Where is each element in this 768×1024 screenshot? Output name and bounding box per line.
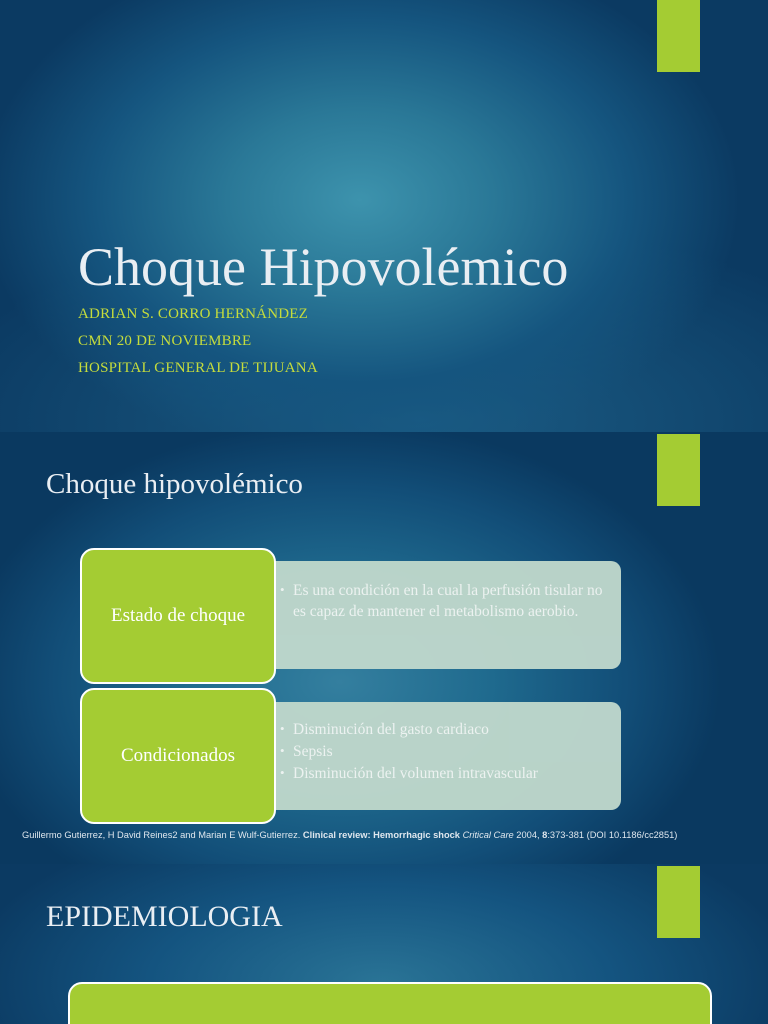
citation-journal: Critical Care bbox=[462, 830, 514, 840]
slide-definition[interactable] bbox=[0, 432, 768, 864]
slide-heading: Choque hipovolémico bbox=[46, 468, 303, 500]
accent-bar bbox=[657, 0, 700, 72]
list-item: • Sepsis bbox=[280, 741, 607, 763]
citation-article: Clinical review: Hemorrhagic shock bbox=[302, 830, 463, 840]
definition-bullet-list bbox=[280, 580, 607, 622]
accent-bar bbox=[657, 434, 700, 506]
conditions-text-box bbox=[243, 702, 621, 810]
content-panel bbox=[68, 982, 712, 1024]
definition-text-box bbox=[243, 561, 621, 669]
slide-title-heading: Choque Hipovolémico bbox=[78, 237, 569, 297]
citation bbox=[22, 830, 762, 840]
citation-authors: Guillermo Gutierrez, H David Reines2 and Marian E Wulf-Gutierrez. bbox=[22, 830, 303, 840]
citation-details: 2004, bbox=[513, 830, 543, 840]
list-item: • Es una condición en la cual la perfusión tisular no es capaz de mantener el metabolismo aerobio. bbox=[280, 580, 607, 622]
slide-epidemiology[interactable] bbox=[0, 864, 768, 1024]
citation-volume: 8 bbox=[542, 830, 548, 840]
list-item: • Disminución del gasto cardiaco bbox=[280, 719, 607, 741]
conditions-bullet-list bbox=[280, 719, 607, 785]
author-name: ADRIAN S. CORRO HERNÁNDEZ bbox=[78, 306, 309, 322]
label-box-condicionados bbox=[80, 688, 276, 824]
affiliation-1: CMN 20 DE NOVIEMBRE bbox=[78, 333, 252, 349]
accent-bar bbox=[657, 866, 700, 938]
label-text: Estado de choque bbox=[110, 605, 245, 626]
list-item: • Disminución del volumen intravascular bbox=[280, 763, 607, 785]
slide-title[interactable] bbox=[0, 0, 768, 432]
label-text: Condicionados bbox=[121, 745, 235, 766]
citation-pages: :373-381 (DOI 10.1186/cc2851) bbox=[547, 830, 678, 840]
label-box-estado-de-choque bbox=[80, 548, 276, 684]
affiliation-2: HOSPITAL GENERAL DE TIJUANA bbox=[78, 360, 318, 376]
slide-heading: EPIDEMIOLOGIA bbox=[46, 900, 283, 933]
